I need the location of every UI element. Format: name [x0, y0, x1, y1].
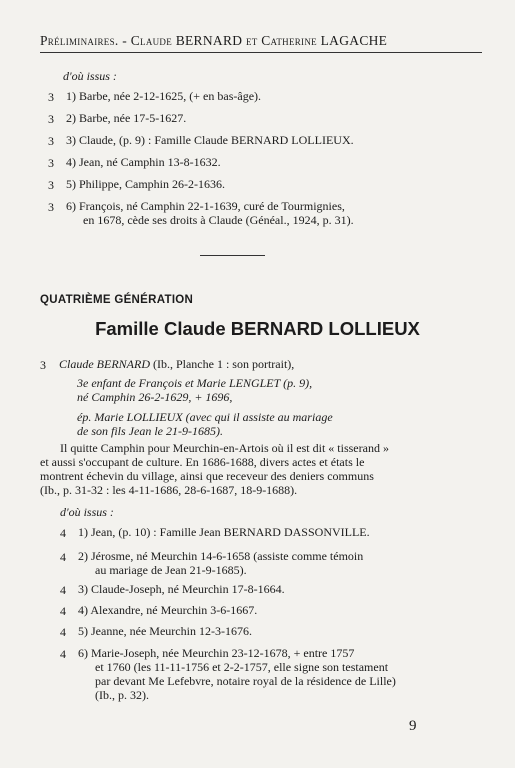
child-generation-number: 3: [48, 90, 54, 104]
child-generation-number: 4: [60, 583, 66, 597]
child-entry-continuation: par devant Me Lefebvre, notaire royal de la résidence de Lille): [95, 674, 396, 688]
running-header: Préliminaires. - Claude BERNARD et Catherine LAGACHE: [40, 33, 388, 48]
child-entry: 2) Barbe, née 17-5-1627.: [66, 111, 187, 125]
child-entry-continuation: et 1760 (les 11-11-1756 et 2-2-1757, elle signe son testament: [95, 660, 389, 674]
section2-intro: d'où issus :: [60, 505, 114, 519]
family-title: Famille Claude BERNARD LOLLIEUX: [95, 318, 420, 339]
claude-line-1-rest: (Ib., Planche 1 : son portrait),: [149, 357, 295, 371]
child-generation-number: 3: [48, 178, 54, 192]
child-generation-number: 4: [60, 625, 66, 639]
claude-line-2: 3e enfant de François et Marie LENGLET (p. 9),: [77, 376, 313, 390]
child-generation-number: 4: [60, 550, 66, 564]
child-generation-number: 3: [48, 134, 54, 148]
child-generation-number: 4: [60, 647, 66, 661]
section1-intro: d'où issus :: [63, 69, 117, 83]
claude-line-4: ép. Marie LOLLIEUX (avec qui il assiste au mariage: [77, 410, 333, 424]
generation-heading: QUATRIÈME GÉNÉRATION: [40, 294, 194, 306]
claude-line-3: né Camphin 26-2-1629, + 1696,: [77, 390, 233, 404]
child-generation-number: 3: [48, 112, 54, 126]
paragraph-line: et aussi s'occupant de culture. En 1686-1688, divers actes et états le: [40, 455, 365, 469]
child-entry: 3) Claude, (p. 9) : Famille Claude BERNARD LOLLIEUX.: [66, 133, 354, 147]
child-entry: 4) Jean, né Camphin 13-8-1632.: [66, 155, 221, 169]
child-entry: 5) Jeanne, née Meurchin 12-3-1676.: [78, 624, 252, 638]
claude-generation-number: 3: [40, 358, 46, 372]
claude-line-1: [59, 358, 294, 371]
child-entry: 1) Jean, (p. 10) : Famille Jean BERNARD DASSONVILLE.: [78, 525, 370, 539]
page-number: 9: [409, 718, 417, 734]
child-entry: 6) François, né Camphin 22-1-1639, curé de Tourmignies,: [66, 199, 345, 213]
paragraph-line: montrent échevin du village, ainsi que receveur des deniers communs: [40, 469, 374, 483]
claude-line-5: de son fils Jean le 21-9-1685).: [77, 424, 223, 438]
paragraph-line: Il quitte Camphin pour Meurchin-en-Artois où il est dit « tisserand »: [60, 441, 389, 455]
section-separator: [200, 255, 265, 256]
child-entry-continuation: au mariage de Jean 21-9-1685).: [95, 563, 247, 577]
child-entry: 2) Jérosme, né Meurchin 14-6-1658 (assiste comme témoin: [78, 549, 364, 563]
child-entry: 6) Marie-Joseph, née Meurchin 23-12-1678, + entre 1757: [78, 646, 355, 660]
claude-name: Claude BERNARD: [59, 357, 150, 371]
child-generation-number: 3: [48, 156, 54, 170]
paragraph-line: (Ib., p. 31-32 : les 4-11-1686, 28-6-1687, 18-9-1688).: [40, 483, 298, 497]
child-entry-continuation: (Ib., p. 32).: [95, 688, 149, 702]
child-generation-number: 4: [60, 604, 66, 618]
child-entry: 3) Claude-Joseph, né Meurchin 17-8-1664.: [78, 582, 285, 596]
child-entry-continuation: en 1678, cède ses droits à Claude (Généal., 1924, p. 31).: [83, 213, 354, 227]
child-generation-number: 3: [48, 200, 54, 214]
child-entry: 1) Barbe, née 2-12-1625, (+ en bas-âge).: [66, 89, 262, 103]
child-generation-number: 4: [60, 526, 66, 540]
child-entry: 5) Philippe, Camphin 26-2-1636.: [66, 177, 225, 191]
header-rule: [40, 52, 482, 53]
child-entry: 4) Alexandre, né Meurchin 3-6-1667.: [78, 603, 258, 617]
